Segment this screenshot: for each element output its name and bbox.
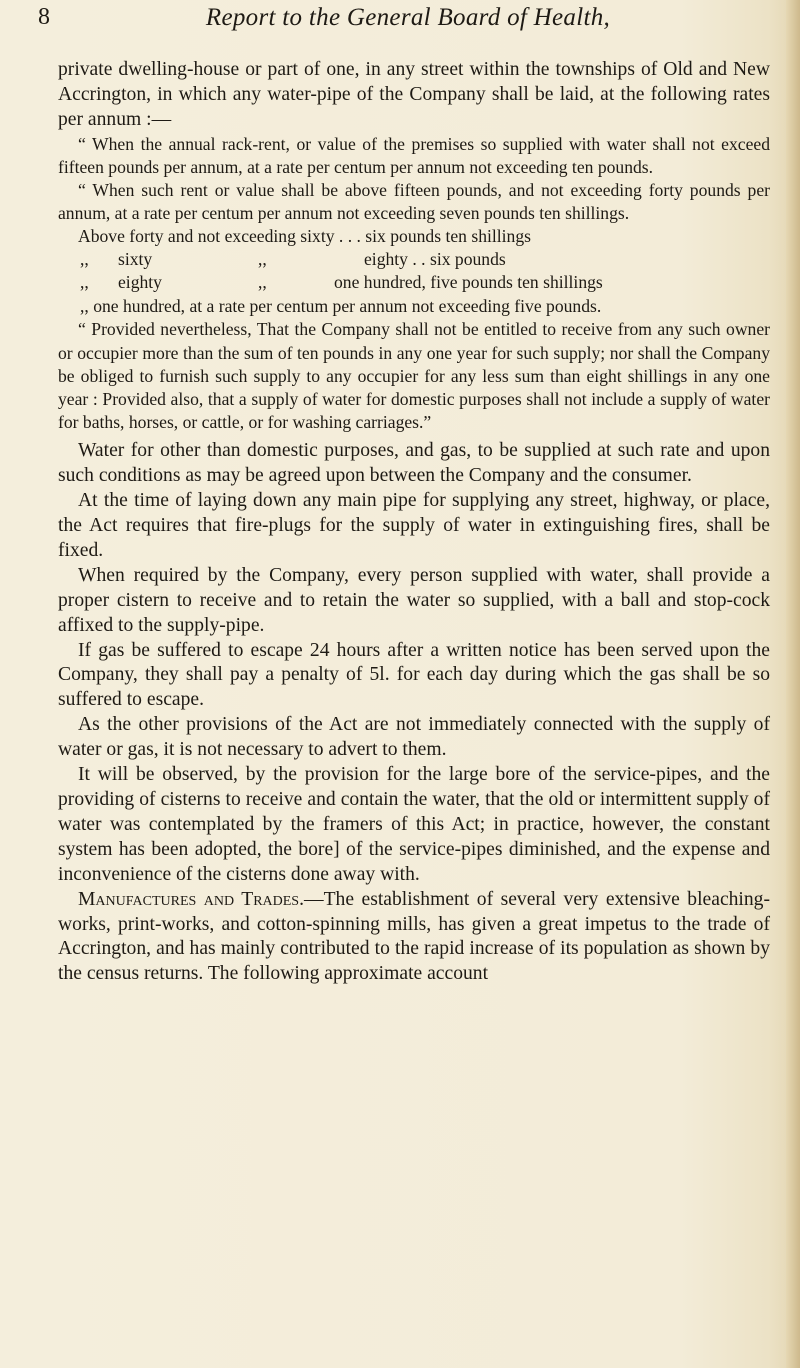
schedule-last-row: ,, one hundred, at a rate per centum per annum not exceeding five pounds. [80,296,602,317]
quote-rate-fifteen-to-forty: “ When such rent or value shall be above fifteen pounds, and not exceeding forty pounds per annum, at a rate per centum per annum not exceeding seven pounds ten shillings. [58,180,770,224]
water-gas-paragraph: Water for other than domestic purposes, and gas, to be supplied at such rate and upon such conditions as may be agreed upon between the Company and the consumer. [58,440,770,487]
ditto-mark: ,, [258,248,267,269]
observation-paragraph: It will be observed, by the provision for the large bore of the service-pipes, and the providing of cisterns to receive and contain the water, that the old or intermittent supply of water was contemplated by the framers of this Act; in practice, however, the constant system has been adopted, the bore] of the service-pipes diminished, and the expense and inconvenience of the cisterns done away with. [58,764,770,885]
ditto-mark: ,, [80,248,89,269]
page-edge [786,0,800,1368]
schedule-from: sixty [118,248,153,269]
schedule-rate: one hundred, five pounds ten shillings [334,271,603,292]
ditto-mark: ,, [80,271,89,292]
schedule-from: eighty [118,271,162,292]
quote-rate-under-fifteen: “ When the annual rack-rent, or value of the premises so supplied with water shall not exceed fifteen pounds per annum, at a rate per centum per annum not exceeding ten pounds. [58,133,770,177]
running-title: Report to the General Board of Health, [205,4,611,31]
schedule-text: Above forty and not exceeding sixty . . . six pounds ten shillings [78,225,531,246]
manufactures-paragraph [58,888,770,988]
fire-plugs-paragraph: At the time of laying down any main pipe for supplying any street, highway, or place, the Act requires that fire-plugs for the supply of water in extinguishing fires, shall be fixed. [58,490,770,561]
ditto-mark: ,, [258,271,267,292]
running-header [38,4,778,38]
schedule-rate: eighty . . six pounds [364,248,506,269]
cistern-paragraph: When required by the Company, every person supplied with water, shall provide a proper cistern to receive and to retain the water so supplied, with a ball and stop-cock affixed to the supply-pipe. [58,564,770,636]
proviso-paragraph: “ Provided nevertheless, That the Company shall not be entitled to receive from any such owner or occupier more than the sum of ten pounds in any one year for such supply; nor shall the Company be obliged to furnish such supply to any occupier for any less sum than eight shillings in any one year : Provided also, that a supply of water for domestic purposes shall not include a supply of water for baths, horses, or cattle, or for washing carriages.” [58,319,770,433]
section-heading: Manufactures and Trades. [78,888,304,910]
intro-paragraph: private dwelling-house or part of one, in any street within the townships of Old and New Accrington, in which any water-pipe of the Company shall be laid, at the following rates per annum :— [58,59,770,130]
gas-penalty-paragraph: If gas be suffered to escape 24 hours after a written notice has been served upon the Company, they shall pay a penalty of 5l. for each day during which the gas shall be so suffered to escape. [58,639,770,711]
page-body [58,58,770,987]
page-number: 8 [38,4,50,30]
schedule-row [58,226,770,249]
other-provisions-paragraph: As the other provisions of the Act are not immediately connected with the supply of water or gas, it is not necessary to advert to them. [58,714,770,761]
manufactures-text: —The establishment of several very extensive bleaching-works, print-works, and cotton-spinning mills, has given a great impetus to the trade of Accrington, and has mainly contributed to the rapid increase of its population as shown by the census returns. The following approximate account [58,888,770,985]
schedule-row [58,249,770,272]
schedule-row [58,272,770,295]
